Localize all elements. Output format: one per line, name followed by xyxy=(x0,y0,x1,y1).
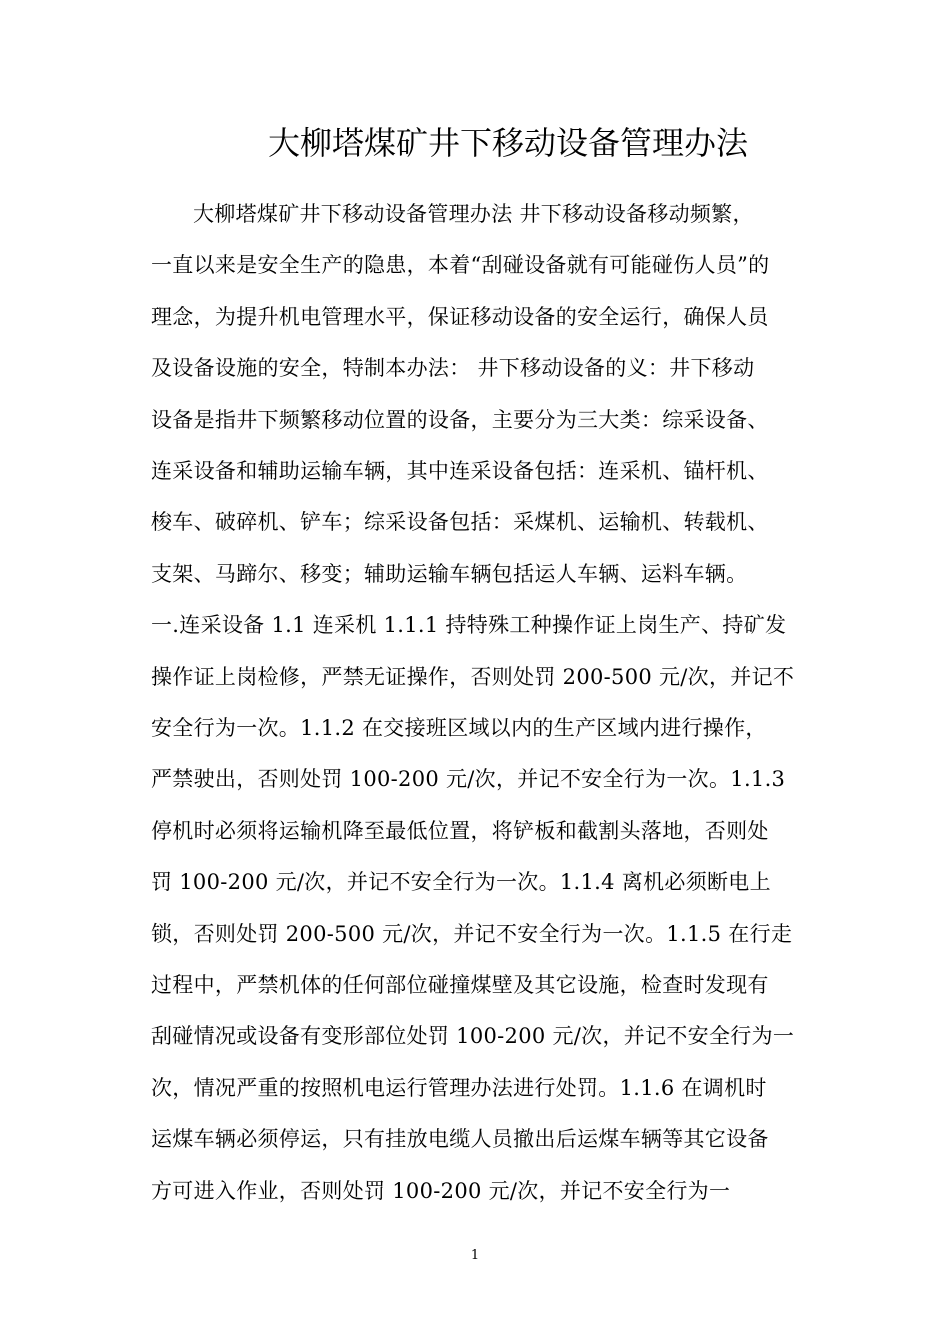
body-line: 一.连采设备 1.1 连采机 1.1.1 持特殊工种操作证上岗生产、持矿发 xyxy=(151,613,787,637)
body-line: 一直以来是安全生产的隐患，本着“刮碰设备就有可能碰伤人员”的 xyxy=(151,253,770,277)
body-line: 运煤车辆必须停运，只有挂放电缆人员撤出后运煤车辆等其它设备 xyxy=(151,1127,769,1151)
document-title: 大柳塔煤矿井下移动设备管理办法 xyxy=(267,124,748,162)
body-line: 设备是指井下频繁移动位置的设备，主要分为三大类：综采设备、 xyxy=(151,408,769,432)
body-line: 锁，否则处罚 200-500 元/次，并记不安全行为一次。1.1.5 在行走 xyxy=(151,922,793,946)
body-line: 梭车、破碎机、铲车；综采设备包括：采煤机、运输机、转载机、 xyxy=(151,510,769,534)
body-line: 操作证上岗检修，严禁无证操作，否则处罚 200-500 元/次，并记不 xyxy=(151,665,795,689)
body-line: 安全行为一次。1.1.2 在交接班区域以内的生产区域内进行操作， xyxy=(151,716,767,740)
body-line: 刮碰情况或设备有变形部位处罚 100-200 元/次，并记不安全行为一 xyxy=(151,1024,795,1048)
body-line: 次，情况严重的按照机电运行管理办法进行处罚。1.1.6 在调机时 xyxy=(151,1076,767,1100)
body-line: 理念，为提升机电管理水平，保证移动设备的安全运行，确保人员 xyxy=(151,305,769,329)
page-number: 1 xyxy=(470,1248,480,1263)
body-line: 过程中，严禁机体的任何部位碰撞煤壁及其它设施，检查时发现有 xyxy=(151,973,769,997)
body-line: 严禁驶出，否则处罚 100-200 元/次，并记不安全行为一次。1.1.3 xyxy=(151,767,786,791)
body-line: 及设备设施的安全，特制本办法： 井下移动设备的义：井下移动 xyxy=(151,356,755,380)
body-line: 支架、马蹄尔、移变；辅助运输车辆包括运人车辆、运料车辆。 xyxy=(151,562,748,586)
body-line: 大柳塔煤矿井下移动设备管理办法 井下移动设备移动频繁， xyxy=(193,202,754,226)
body-line: 方可进入作业，否则处罚 100-200 元/次，并记不安全行为一 xyxy=(151,1179,731,1203)
body-line: 停机时必须将运输机降至最低位置，将铲板和截割头落地，否则处 xyxy=(151,819,769,843)
body-line: 连采设备和辅助运输车辆，其中连采设备包括：连采机、锚杆机、 xyxy=(151,459,769,483)
body-line: 罚 100-200 元/次，并记不安全行为一次。1.1.4 离机必须断电上 xyxy=(151,870,771,894)
